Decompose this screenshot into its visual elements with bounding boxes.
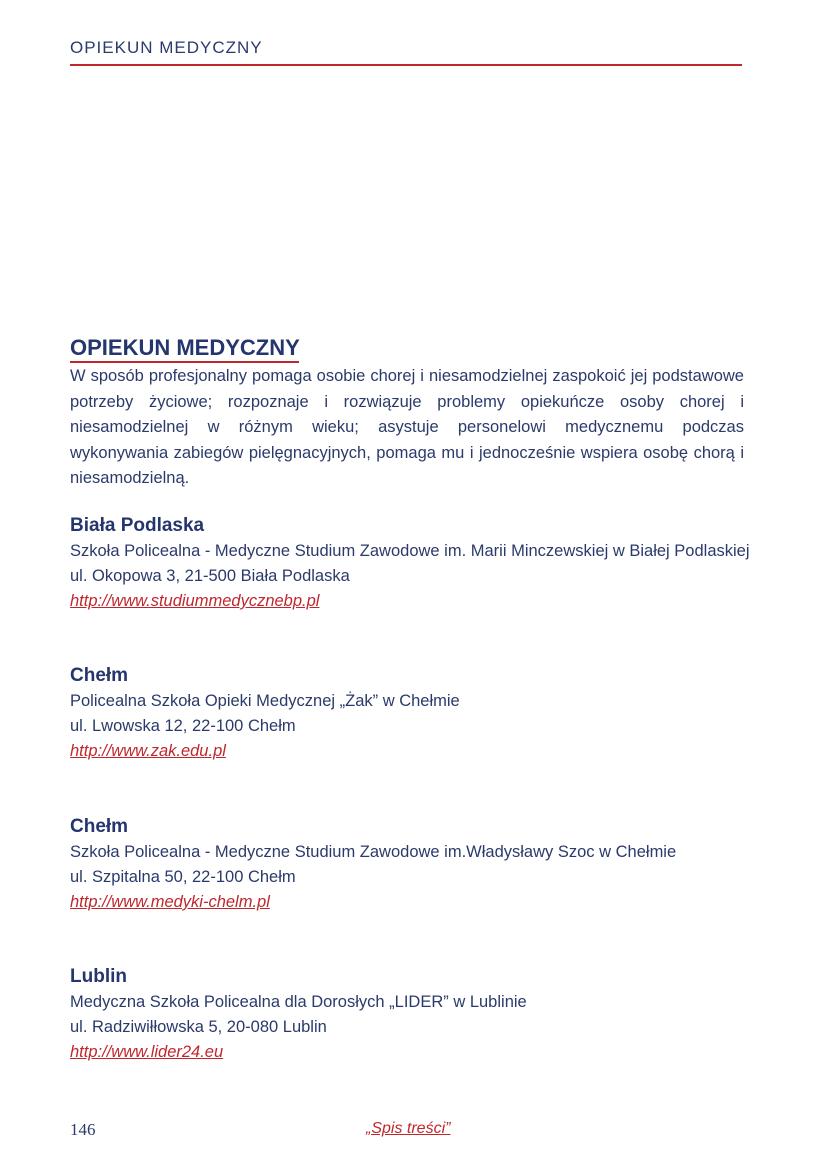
- entry-website-link[interactable]: http://www.medyki-chelm.pl: [70, 893, 270, 911]
- running-header: OPIEKUN MEDYCZNY: [70, 38, 263, 57]
- entry-address: ul. Lwowska 12, 22-100 Chełm: [70, 717, 296, 735]
- entry-address: ul. Okopowa 3, 21-500 Biała Podlaska: [70, 567, 350, 585]
- entry-school-name: Szkoła Policealna - Medyczne Studium Zawodowe im.Władysławy Szoc w Chełmie: [70, 843, 677, 861]
- entry-school-name: Medyczna Szkoła Policealna dla Dorosłych „LIDER” w Lublinie: [70, 993, 527, 1011]
- entry-school-name: Policealna Szkoła Opieki Medycznej „Żak” w Chełmie: [70, 692, 460, 710]
- school-entry: [70, 964, 760, 1065]
- entry-address: ul. Radziwiłłowska 5, 20-080 Lublin: [70, 1018, 327, 1036]
- entry-school-name: Szkoła Policealna - Medyczne Studium Zawodowe im. Marii Minczewskiej w Białej Podlaskiej: [70, 542, 750, 560]
- school-entry: [70, 513, 760, 614]
- entry-city: Chełm: [70, 816, 129, 837]
- entry-city: Lublin: [70, 966, 127, 987]
- section-description: W sposób profesjonalny pomaga osobie chorej i niesamodzielnej zaspokoić jej podstawowe potrzeby życiowe; rozpoznaje i rozwiązuje problemy opiekuńcze osoby chorej i niesamodzielnej w różnym wieku; asystuje personelowi medycznemu podczas wykonywania zabiegów pielęgnacyjnych, pomaga mu i jednocześnie wspiera osobę chorą i niesamodzielną.: [70, 367, 744, 487]
- table-of-contents-link[interactable]: „Spis treści”: [366, 1120, 451, 1137]
- entry-city: Chełm: [70, 665, 129, 686]
- entry-website-link[interactable]: http://www.zak.edu.pl: [70, 742, 226, 760]
- section-title-underline: [70, 361, 299, 363]
- entry-address: ul. Szpitalna 50, 22-100 Chełm: [70, 868, 296, 886]
- entry-website-link[interactable]: http://www.lider24.eu: [70, 1043, 224, 1061]
- school-entry: [70, 814, 760, 915]
- entry-website-link[interactable]: http://www.studiummedycznebp.pl: [70, 592, 320, 610]
- entry-city: Biała Podlaska: [70, 515, 205, 536]
- section-title: OPIEKUN MEDYCZNY: [70, 335, 300, 360]
- page-number: 146: [70, 1120, 96, 1139]
- school-entry: [70, 663, 760, 764]
- header-divider: [70, 64, 742, 66]
